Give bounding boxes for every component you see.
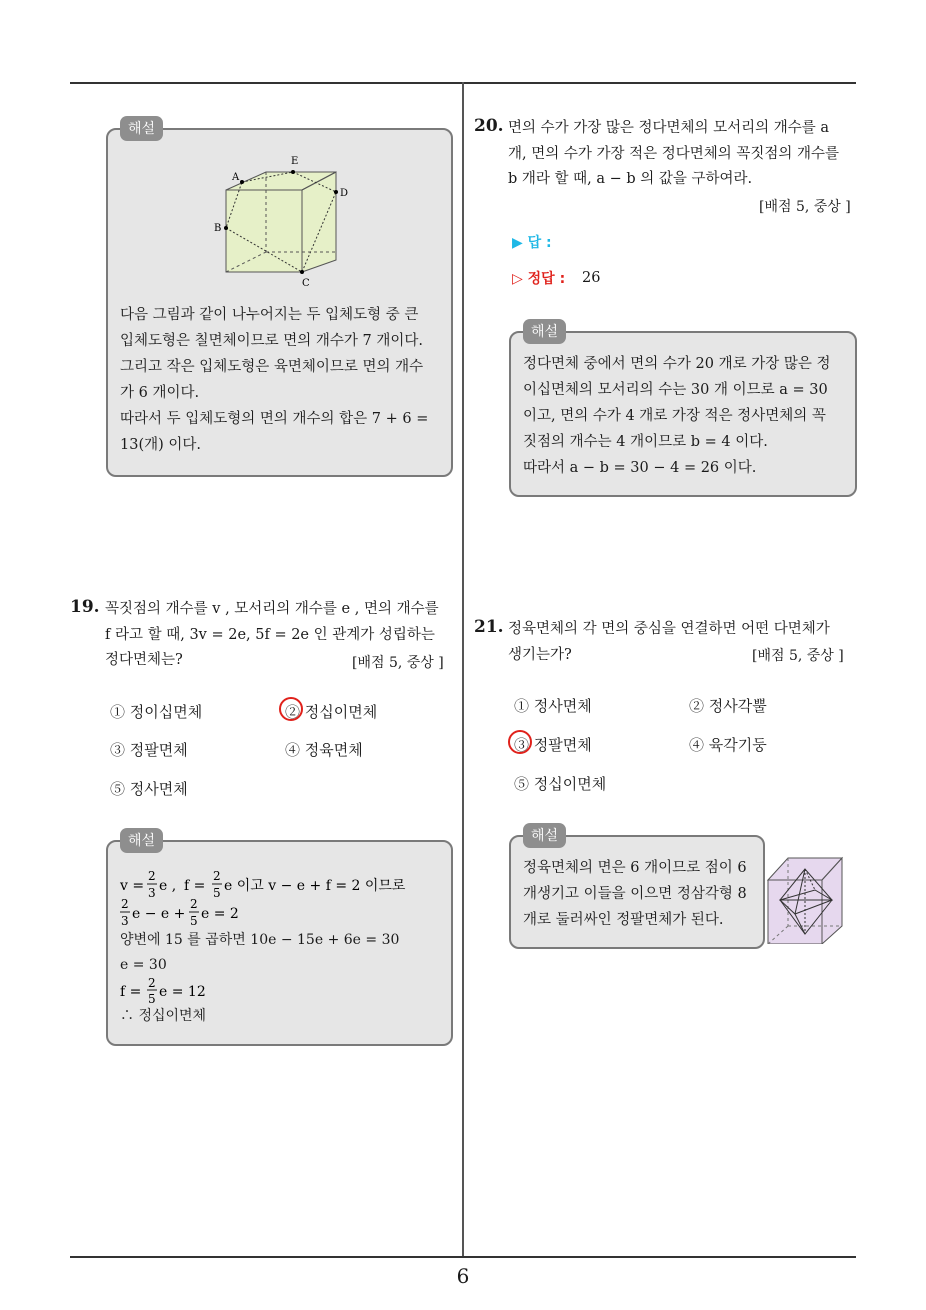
bottom-rule: [70, 1256, 856, 1258]
svg-text:2: 2: [148, 869, 156, 883]
solution-tag: 해설: [523, 823, 566, 848]
column-separator: [462, 82, 464, 1257]
option-21-4[interactable]: ④ 육각기둥: [689, 736, 767, 754]
svg-text:2: 2: [213, 869, 221, 883]
octahedron-in-cube-figure: [766, 852, 846, 944]
cube-cut-figure: [108, 140, 455, 300]
solution-conclusion-19: ∴ 정십이면체: [120, 1008, 207, 1024]
svg-text:e ,: e ,: [159, 878, 177, 894]
solution-text-18: 다음 그림과 같이 나누어지는 두 입체도형 중 큰 입체도형은 칠면체이므로 면의 개수가 7 개이다. 그리고 작은 입체도형은 육면체이므로 면의 개수 가 6 개이다. 따라서 두 입체도형의 면의 개수의 합은 7 + 6 = 13(개) 이다.: [120, 307, 429, 453]
option-21-3[interactable]: ③ 정팔면체: [514, 736, 592, 754]
label-b: B: [214, 223, 222, 234]
solution-box-19: [106, 833, 453, 1046]
answer-circle-21: [508, 730, 532, 754]
solution-box-20: [509, 324, 857, 497]
question-21-text: 정육면체의 각 면의 중심을 연결하면 어떤 다면체가 생기는가?: [508, 621, 830, 663]
solution-box-18: [106, 121, 453, 477]
svg-text:2: 2: [190, 897, 198, 911]
correct-label-20: ▷ 정답 :: [512, 271, 566, 287]
solution-tag: 해설: [523, 319, 566, 344]
solution-tag: 해설: [120, 828, 163, 853]
svg-text:2: 2: [121, 897, 129, 911]
svg-text:2: 2: [148, 978, 156, 990]
svg-text:e = 12: e = 12: [159, 984, 206, 1000]
question-number-19: 19.: [70, 597, 100, 617]
option-19-1[interactable]: ① 정이십면체: [110, 703, 203, 721]
option-19-4[interactable]: ④ 정육면체: [285, 741, 363, 759]
option-19-5[interactable]: ⑤ 정사면체: [110, 780, 188, 798]
points-19: [배점 5, 중상 ]: [352, 655, 444, 671]
svg-text:v =: v =: [120, 878, 145, 894]
svg-text:f =: f =: [120, 984, 142, 1000]
svg-text:3: 3: [121, 914, 129, 928]
question-number-21: 21.: [474, 617, 504, 637]
option-19-2[interactable]: ② 정십이면체: [285, 703, 378, 721]
correct-value-20: 26: [582, 270, 601, 286]
solution-tag: 해설: [120, 116, 163, 141]
option-19-3[interactable]: ③ 정팔면체: [110, 741, 188, 759]
label-d: D: [340, 188, 349, 199]
question-19-text: 꼭짓점의 개수를 v , 모서리의 개수를 e , 면의 개수를 f 라고 할 때, 3v = 2e, 5f = 2e 인 관계가 성립하는 정다면체는?: [105, 601, 439, 668]
svg-text:5: 5: [148, 992, 156, 1006]
answer-circle-19: [279, 697, 303, 721]
page-number: 6: [456, 1264, 470, 1288]
question-20-text: 면의 수가 가장 많은 정다면체의 모서리의 개수를 a 개, 면의 수가 가장 적은 정다면체의 꼭짓점의 개수를 b 개라 할 때, a − b 의 값을 구하여라.: [508, 120, 840, 187]
svg-text:f =: f =: [184, 878, 206, 894]
solution-box-21: [509, 828, 765, 949]
svg-text:3: 3: [148, 886, 156, 900]
svg-text:5: 5: [213, 886, 221, 900]
svg-text:e − e +: e − e +: [132, 906, 186, 922]
svg-text:e = 2: e = 2: [201, 906, 239, 922]
option-21-5[interactable]: ⑤ 정십이면체: [514, 775, 607, 793]
points-20: [배점 5, 중상 ]: [759, 199, 851, 215]
solution-text-19: 양변에 15 를 곱하면 10e − 15e + 6e = 30 e = 30: [120, 932, 400, 973]
points-21: [배점 5, 중상 ]: [752, 648, 844, 664]
svg-text:5: 5: [190, 914, 198, 928]
answer-label-20: ▶ 답 :: [512, 235, 552, 251]
label-a: A: [232, 172, 240, 183]
label-c: C: [302, 278, 310, 289]
solution-text-20: 정다면체 중에서 면의 수가 20 개로 가장 많은 정 이십면체의 모서리의 수는 30 개 이므로 a = 30 이고, 면의 수가 4 개로 가장 적은 정사면체의 꼭 짓점의 개수는 4 개이므로 b = 4 이다. 따라서 a − b = 30 − 4 = 26 이다.: [523, 356, 831, 476]
solution-text-21: 정육면체의 면은 6 개이므로 점이 6 개생기고 이들을 이으면 정삼각형 8 개로 둘러싸인 정팔면체가 된다.: [523, 860, 747, 928]
label-e: E: [291, 156, 299, 167]
svg-text:e 이고 v − e + f = 2 이므로: e 이고 v − e + f = 2 이므로: [224, 878, 406, 894]
solution-equations-19: [118, 856, 448, 936]
option-21-2[interactable]: ② 정사각뿔: [689, 697, 767, 715]
option-21-1[interactable]: ① 정사면체: [514, 697, 592, 715]
question-number-20: 20.: [474, 116, 504, 136]
